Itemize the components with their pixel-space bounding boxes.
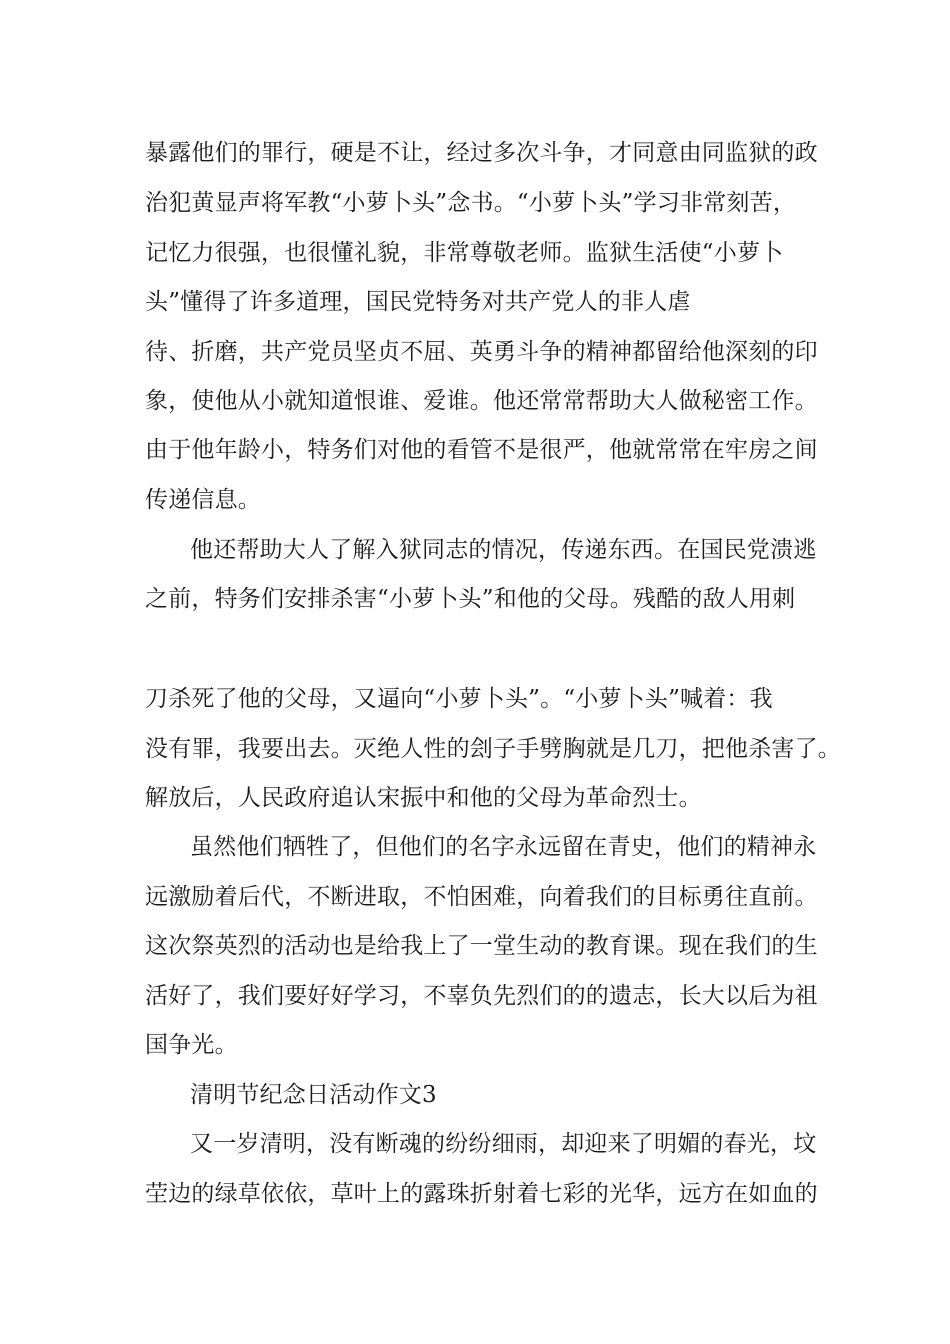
text-line: 治犯黄显声将军教“小萝卜头”念书。“小萝卜头”学习非常刻苦， — [145, 190, 797, 216]
text-line: 远激励着后代，不断进取，不怕困难，向着我们的目标勇往直前。 — [145, 884, 818, 910]
text-line: 活好了，我们要好好学习，不辜负先烈们的的遗志，长大以后为祖 — [145, 983, 818, 1009]
text-line: 由于他年龄小，特务们对他的看管不是很严，他就常常在牢房之间 — [145, 437, 818, 463]
text-line: 解放后，人民政府追认宋振中和他的父母为革命烈士。 — [145, 785, 702, 811]
text-line: 他还帮助大人了解入狱同志的情况，传递东西。在国民党溃逃 — [190, 537, 817, 563]
text-line: 茔边的绿草依依，草叶上的露珠折射着七彩的光华，远方在如血的 — [145, 1181, 818, 1207]
text-line: 清明节纪念日活动作文3 — [190, 1082, 437, 1108]
text-line: 记忆力很强，也很懂礼貌，非常尊敬老师。监狱生活使“小萝卜 — [145, 240, 784, 266]
text-line: 象，使他从小就知道恨谁、爱谁。他还常常帮助大人做秘密工作。 — [145, 388, 818, 414]
text-line: 又一岁清明，没有断魂的纷纷细雨，却迎来了明媚的春光，坟 — [190, 1131, 817, 1157]
text-line: 国争光。 — [145, 1032, 238, 1058]
text-line: 这次祭英烈的活动也是给我上了一堂生动的教育课。现在我们的生 — [145, 933, 818, 959]
text-line: 传递信息。 — [145, 487, 261, 513]
text-line: 虽然他们牺牲了，但他们的名字永远留在青史，他们的精神永 — [190, 834, 817, 860]
text-line: 没有罪，我要出去。灭绝人性的刽子手劈胸就是几刀，把他杀害了。 — [145, 736, 841, 762]
text-line: 待、折磨，共产党员坚贞不屈、英勇斗争的精神都留给他深刻的印 — [145, 339, 818, 365]
text-line: 之前，特务们安排杀害“小萝卜头”和他的父母。残酷的敌人用刺 — [145, 586, 796, 612]
text-line: 暴露他们的罪行，硬是不让，经过多次斗争，才同意由同监狱的政 — [145, 140, 818, 166]
text-line: 头”懂得了许多道理，国民党特务对共产党人的非人虐 — [145, 289, 691, 315]
text-line: 刀杀死了他的父母，又逼向“小萝卜头”。“小萝卜头”喊着：我 — [145, 686, 773, 712]
